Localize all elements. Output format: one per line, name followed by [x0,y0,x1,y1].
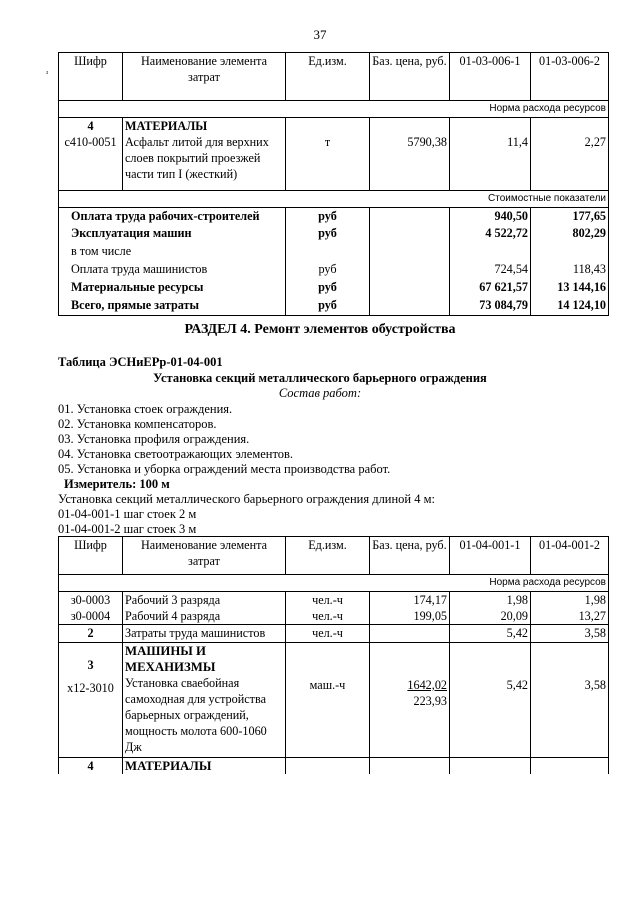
work-composition-label: Состав работ: [278,386,362,400]
materials-title: МАТЕРИАЛЫ [123,758,286,775]
labor-col-b: 13,27 [531,608,609,625]
cost-row-a: 724,54 [450,261,531,279]
header-code: Шифр [59,537,123,575]
description-line: 01-04-001-2 шаг стоек 3 м [58,522,197,536]
norm-label: Норма расхода ресурсов [59,575,609,592]
cost-row-name: Оплата труда машинистов [59,261,286,279]
cost-row-name: в том числе [59,243,286,261]
cost-row-unit: руб [286,297,370,315]
header-code: Шифр [59,53,123,101]
material-col-b: 2,27 [531,134,609,190]
cost-row-b: 177,65 [531,207,609,225]
work-item: 03. Установка профиля ограждения. [58,432,250,446]
cost-row-unit: руб [286,279,370,297]
labor-col-b: 1,98 [531,592,609,609]
table-title: Установка секций металлического барьерного ограждения [153,371,487,385]
norm-label: Норма расхода ресурсов [59,101,609,118]
materials-number: 4 [59,758,123,775]
machines-code: х12-3010 [67,681,114,695]
labor-col-a: 1,98 [450,592,531,609]
cost-row-a: 940,50 [450,207,531,225]
machines-price-top: 1642,02 [407,678,447,692]
work-item: 01. Установка стоек ограждения. [58,402,233,416]
cost-label: Стоимостные показатели [59,190,609,207]
cost-row-b: 14 124,10 [531,297,609,315]
material-col-a: 11,4 [450,134,531,190]
machines-name: Установка сваебойная самоходная для устройства барьерных ограждений, мощность молота 600-1060 Дж [125,676,267,754]
labor-name: Рабочий 4 разряда [123,608,286,625]
row2-col-a: 5,42 [450,625,531,643]
cost-row-a: 73 084,79 [450,297,531,315]
machines-number: 3 [87,658,94,672]
work-item: 05. Установка и уборка ограждений места производства работ. [58,462,391,476]
cost-row-name: Всего, прямые затраты [59,297,286,315]
labor-name: Рабочий 3 разряда [123,592,286,609]
material-name: Асфальт литой для верхних слоев покрытий проезжей части тип I (жесткий) [123,134,286,190]
labor-price: 174,17 [370,592,450,609]
labor-unit: чел.-ч [286,608,370,625]
margin-mark: ³ [46,70,49,78]
row2-name: Затраты труда машинистов [123,625,286,643]
cost-row-name: Оплата труда рабочих-строителей [59,207,286,225]
header-name: Наименование элемента затрат [123,53,286,101]
header-col-a: 01-04-001-1 [450,537,531,575]
material-code: с410-0051 [59,134,123,190]
header-price: Баз. цена, руб. [370,537,450,575]
header-name: Наименование элемента затрат [123,537,286,575]
row2-number: 2 [59,625,123,643]
cost-row-b: 118,43 [531,261,609,279]
header-col-b: 01-04-001-2 [531,537,609,575]
description-line: Установка секций металлического барьерного ограждения длиной 4 м: [58,492,436,506]
header-unit: Ед.изм. [286,537,370,575]
row2-col-b: 3,58 [531,625,609,643]
material-price: 5790,38 [370,134,450,190]
table-label: Таблица ЭСНиЕРр-01-04-001 [58,355,223,369]
page-number: 37 [313,27,327,42]
machines-col-b: 3,58 [531,643,609,758]
header-price: Баз. цена, руб. [370,53,450,101]
cost-row-name: Материальные ресурсы [59,279,286,297]
meter-label: Измеритель: 100 м [64,477,170,491]
row2-unit: чел.-ч [286,625,370,643]
material-unit: т [286,134,370,190]
work-item: 04. Установка светоотражающих элементов. [58,447,294,461]
machines-unit: маш.-ч [286,643,370,758]
cost-row-unit: руб [286,225,370,243]
section-number: 4 [59,118,123,135]
cost-row-a: 67 621,57 [450,279,531,297]
norms-table-2 [58,536,609,774]
labor-price: 199,05 [370,608,450,625]
labor-unit: чел.-ч [286,592,370,609]
labor-code: з0-0003 [59,592,123,609]
machines-title: МАШИНЫ И МЕХАНИЗМЫ [125,644,216,674]
description-line: 01-04-001-1 шаг стоек 2 м [58,507,197,521]
machines-price-bottom: 223,93 [413,694,447,708]
labor-code: з0-0004 [59,608,123,625]
norms-table-1 [58,52,609,316]
cost-row-unit: руб [286,261,370,279]
section-title: МАТЕРИАЛЫ [123,118,286,135]
machines-col-a: 5,42 [450,643,531,758]
cost-row-unit: руб [286,207,370,225]
cost-row-b: 802,29 [531,225,609,243]
cost-row-b: 13 144,16 [531,279,609,297]
header-col-b: 01-03-006-2 [531,53,609,101]
section-heading: РАЗДЕЛ 4. Ремонт элементов обустройства [184,322,456,337]
header-unit: Ед.изм. [286,53,370,101]
labor-col-a: 20,09 [450,608,531,625]
cost-row-a: 4 522,72 [450,225,531,243]
cost-row-name: Эксплуатация машин [59,225,286,243]
work-item: 02. Установка компенсаторов. [58,417,217,431]
header-col-a: 01-03-006-1 [450,53,531,101]
